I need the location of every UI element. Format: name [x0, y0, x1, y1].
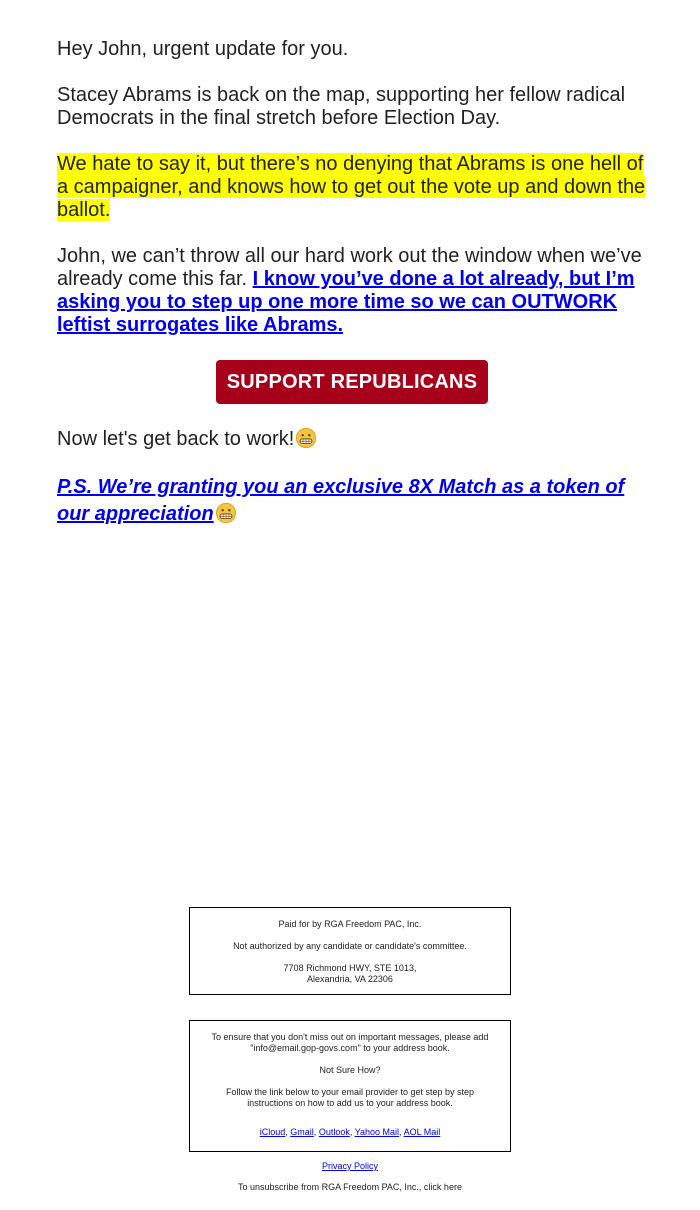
ps-paragraph: [57, 474, 647, 528]
paragraph-ask: [57, 245, 647, 337]
provider-link-gmail[interactable]: Gmail: [290, 1127, 314, 1137]
disclaimer-box: [189, 907, 511, 995]
not-sure-text: Not Sure How?: [319, 1065, 381, 1075]
cta-wrapper: [57, 360, 647, 404]
address-line-1: 7708 Richmond HWY, STE 1013,: [283, 963, 417, 973]
unsubscribe-row: [0, 1182, 700, 1193]
provider-link-icloud[interactable]: iCloud: [259, 1127, 286, 1137]
ps-link[interactable]: P.S. We’re granting you an exclusive 8X Match as a token of our appreciation: [57, 476, 625, 525]
not-authorized-text: Not authorized by any candidate or candidate's committee.: [233, 941, 467, 951]
highlighted-text: We hate to say it, but there’s no denying that Abrams is one hell of a campaigner, and knows how to get out the vote up and down the ballot.: [57, 153, 646, 221]
provider-link-aol[interactable]: AOL Mail: [403, 1127, 441, 1137]
paid-for-text: Paid for by RGA Freedom PAC, Inc.: [278, 919, 422, 929]
ensure-text: To ensure that you don't miss out on important messages, please add "info@email.gop-govs.com" to your address book.: [211, 1032, 489, 1053]
greeting: Hey John, urgent update for you.: [57, 38, 349, 60]
ask-link[interactable]: I know you’ve done a lot already, but I’m asking you to step up one more time so we can OUTWORK leftist surrogates like Abrams.: [57, 268, 635, 336]
grimacing-face-icon: [295, 427, 317, 449]
privacy-policy-link[interactable]: Privacy Policy: [321, 1161, 378, 1171]
provider-links: iCloud, Gmail, Outlook, Yahoo Mail, AOL Mail: [259, 1127, 441, 1137]
support-republicans-button[interactable]: SUPPORT REPUBLICANS: [216, 360, 489, 404]
closing-line: [57, 427, 647, 451]
address-book-box: [189, 1020, 511, 1152]
paragraph-abrams-back: Stacey Abrams is back on the map, supporting her fellow radical Democrats in the final stretch before Election Day.: [57, 84, 626, 129]
privacy-row: [0, 1161, 700, 1172]
provider-link-outlook[interactable]: Outlook: [318, 1127, 350, 1137]
paragraph-highlighted: [57, 153, 647, 222]
ask-text: John, we can’t throw all our hard work out the window when we’ve already come this far.: [57, 245, 642, 290]
unsubscribe-link[interactable]: To unsubscribe from RGA Freedom PAC, Inc., click here: [238, 1182, 462, 1192]
email-body: [57, 38, 647, 551]
closing-text: Now let's get back to work!: [57, 428, 295, 450]
grimacing-face-icon: [215, 502, 237, 524]
provider-link-yahoo[interactable]: Yahoo Mail: [354, 1127, 400, 1137]
follow-text: Follow the link below to your email provider to get step by step instructions on how to add us to your address book.: [225, 1087, 475, 1108]
address-line-2: Alexandria, VA 22306: [307, 974, 393, 984]
